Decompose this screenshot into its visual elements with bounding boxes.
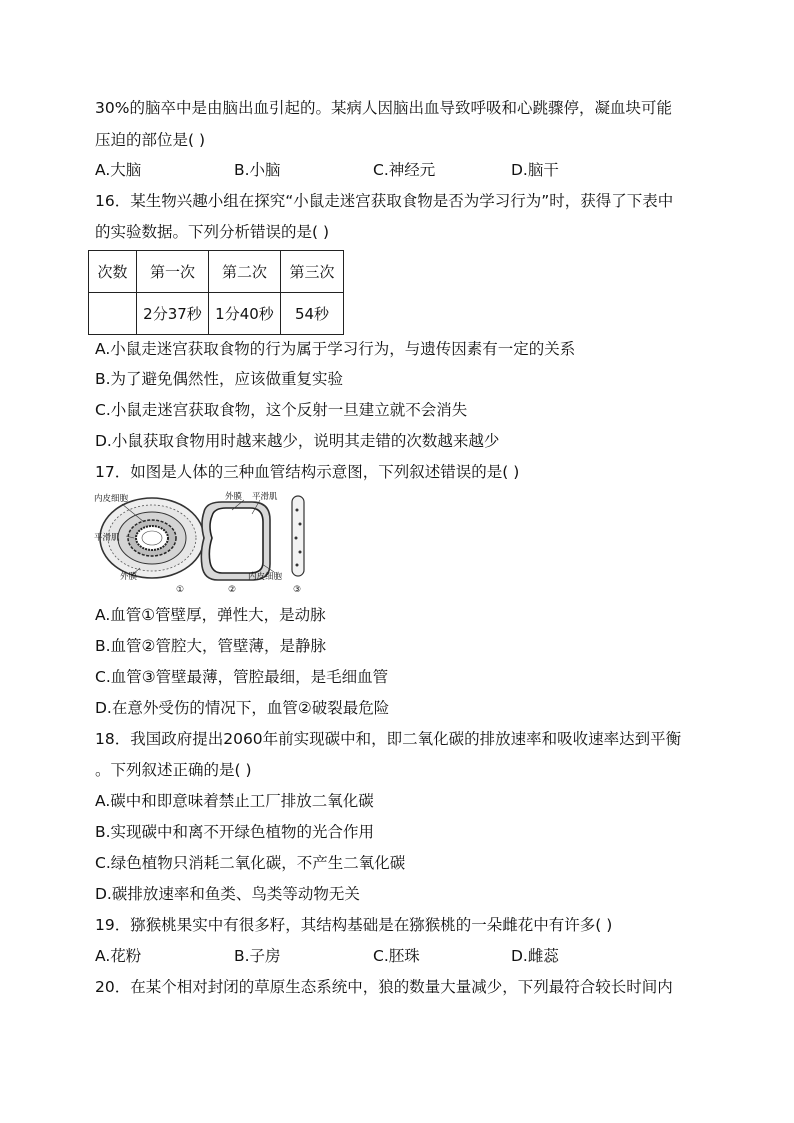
table-header-cell: 第一次	[137, 251, 209, 293]
label-outer-membrane-right: 外膜	[225, 492, 243, 502]
q15-option-d[interactable]: D.脑干	[511, 161, 559, 179]
q16-text-line1: 16．某生物兴趣小组在探究“小鼠走迷宫获取食物是否为学习行为”时，获得了下表中	[95, 192, 674, 210]
q19-option-c[interactable]: C.胚珠	[373, 947, 420, 965]
q17-option-b[interactable]: B.血管②管腔大，管壁薄，是静脉	[95, 637, 326, 655]
q15-text-line2: 压迫的部位是( )	[95, 131, 206, 149]
label-smooth-muscle-left: 平滑肌	[94, 533, 120, 543]
label-vessel-3: ③	[293, 585, 302, 594]
q15-option-c[interactable]: C.神经元	[373, 161, 436, 179]
q17-text-line1: 17．如图是人体的三种血管结构示意图，下列叙述错误的是( )	[95, 463, 520, 481]
q18-option-b[interactable]: B.实现碳中和离不开绿色植物的光合作用	[95, 823, 375, 841]
q16-text-line2: 的实验数据。下列分析错误的是( )	[95, 223, 330, 241]
label-smooth-muscle-right: 平滑肌	[252, 492, 278, 502]
blood-vessel-figure	[92, 490, 324, 594]
label-vessel-1: ①	[176, 585, 185, 594]
table-cell	[89, 293, 137, 335]
q16-data-table	[88, 250, 344, 335]
q18-option-d[interactable]: D.碳排放速率和鱼类、鸟类等动物无关	[95, 885, 360, 903]
q16-option-d[interactable]: D.小鼠获取食物用时越来越少，说明其走错的次数越来越少	[95, 432, 500, 450]
q16-option-b[interactable]: B.为了避免偶然性，应该做重复实验	[95, 370, 344, 388]
capillary-diagram	[292, 496, 304, 576]
q17-option-c[interactable]: C.血管③管壁最薄，管腔最细，是毛细血管	[95, 668, 389, 686]
q19-option-d[interactable]: D.雌蕊	[511, 947, 559, 965]
label-vessel-2: ②	[228, 585, 237, 594]
table-row	[89, 293, 344, 335]
label-endothelial-top: 内皮细胞	[94, 494, 129, 504]
table-header-cell: 第二次	[209, 251, 281, 293]
q17-option-d[interactable]: D.在意外受伤的情况下，血管②破裂最危险	[95, 699, 390, 717]
q15-option-b[interactable]: B.小脑	[234, 161, 281, 179]
q18-option-a[interactable]: A.碳中和即意味着禁止工厂排放二氧化碳	[95, 792, 374, 810]
table-cell: 1分40秒	[209, 293, 281, 335]
table-header-cell: 第三次	[281, 251, 344, 293]
q18-text-line2: 。下列叙述正确的是( )	[95, 761, 252, 779]
q19-text-line1: 19．猕猴桃果实中有很多籽，其结构基础是在猕猴桃的一朵雌花中有许多( )	[95, 916, 613, 934]
q18-text-line1: 18．我国政府提出2060年前实现碳中和，即二氧化碳的排放速率和吸收速率达到平衡	[95, 730, 682, 748]
label-outer-membrane-left: 外膜	[120, 572, 138, 582]
table-header-cell: 次数	[89, 251, 137, 293]
q19-option-b[interactable]: B.子房	[234, 947, 281, 965]
table-cell: 2分37秒	[137, 293, 209, 335]
q16-option-c[interactable]: C.小鼠走迷宫获取食物，这个反射一旦建立就不会消失	[95, 401, 468, 419]
label-endothelial-bottom: 内皮细胞	[248, 572, 283, 582]
table-header-row	[89, 251, 344, 293]
q18-option-c[interactable]: C.绿色植物只消耗二氧化碳，不产生二氧化碳	[95, 854, 406, 872]
q17-option-a[interactable]: A.血管①管壁厚，弹性大，是动脉	[95, 606, 326, 624]
q15-option-a[interactable]: A.大脑	[95, 161, 142, 179]
q20-text-line1: 20．在某个相对封闭的草原生态系统中，狼的数量大量减少，下列最符合较长时间内	[95, 978, 673, 996]
vein-diagram	[201, 502, 270, 580]
table-cell: 54秒	[281, 293, 344, 335]
q15-text-line1: 30%的脑卒中是由脑出血引起的。某病人因脑出血导致呼吸和心跳骤停，凝血块可能	[95, 99, 672, 117]
q19-option-a[interactable]: A.花粉	[95, 947, 142, 965]
q16-option-a[interactable]: A.小鼠走迷宫获取食物的行为属于学习行为，与遗传因素有一定的关系	[95, 340, 576, 358]
